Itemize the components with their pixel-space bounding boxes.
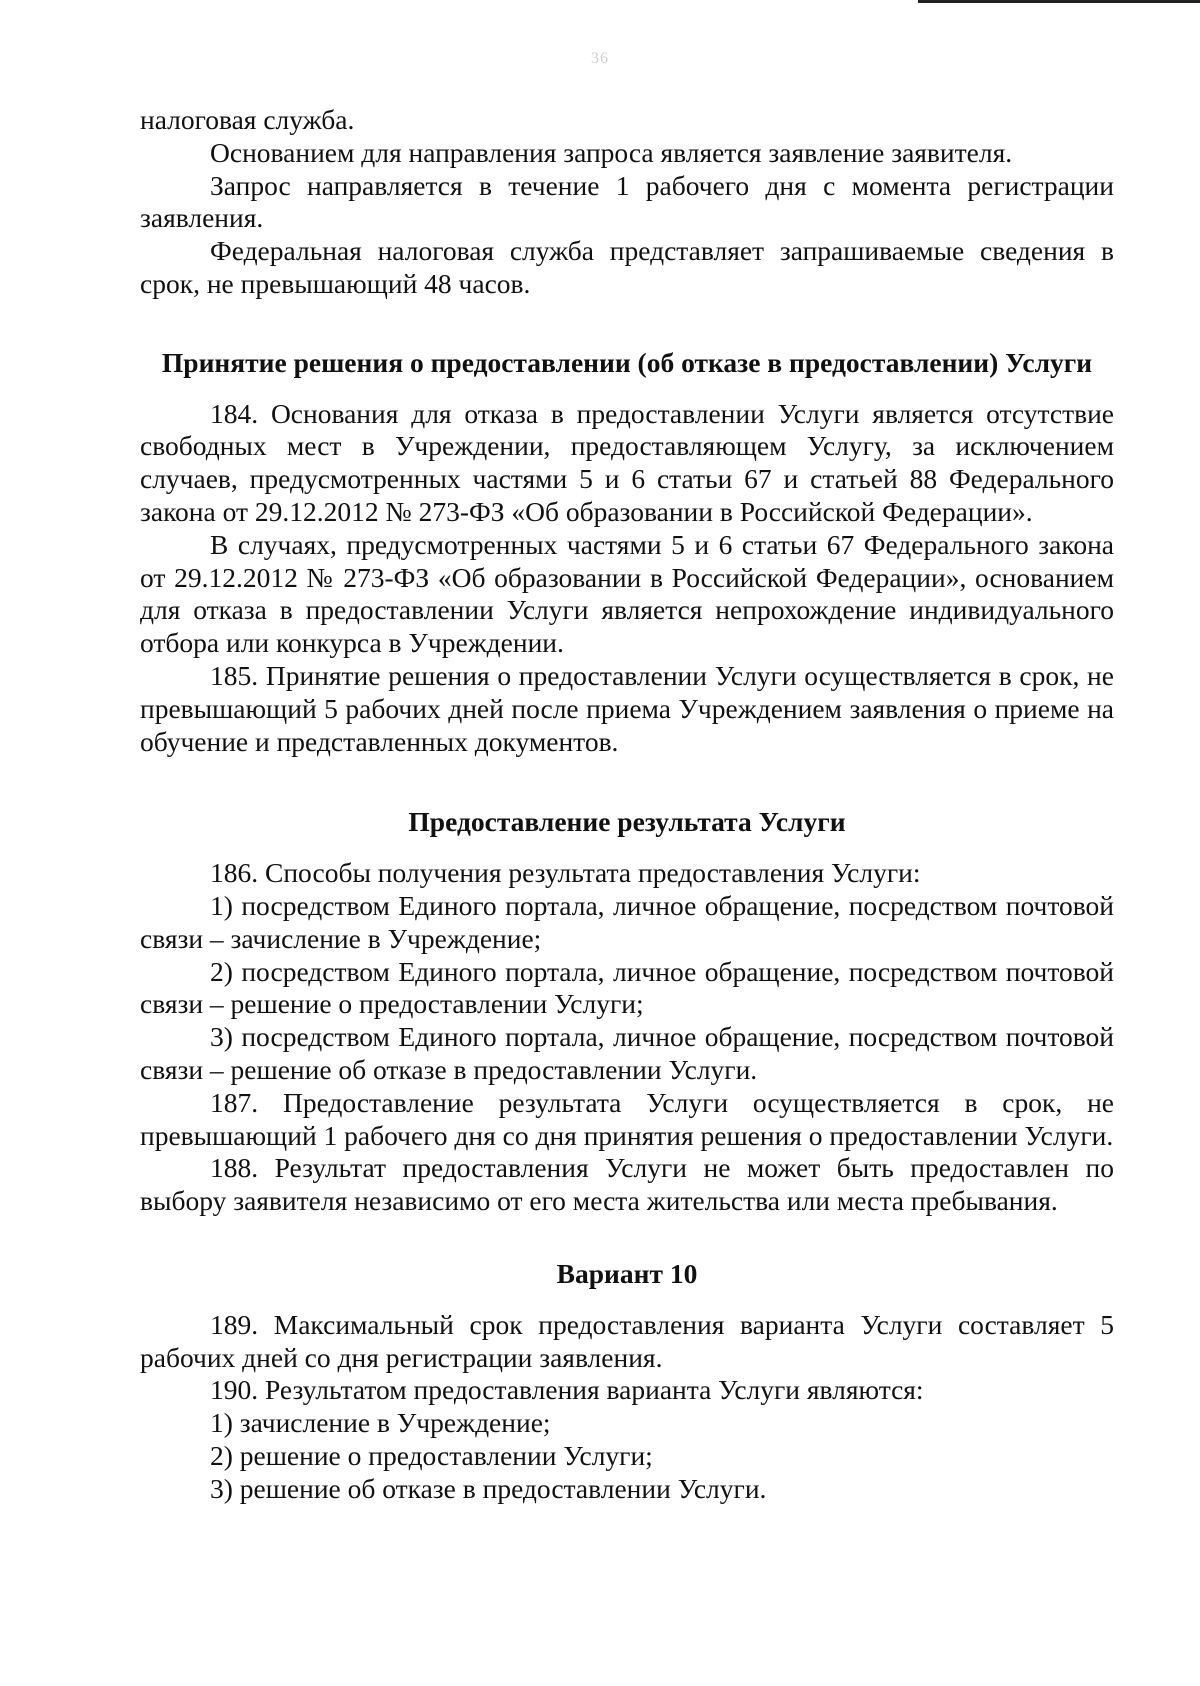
paragraph: 186. Способы получения результата предоставления Услуги: [210,857,921,889]
paragraph: 1) посредством Единого портала, личное обращение, посредством почтовой связи – зачисление в Учреждение; [140,889,1114,954]
paragraph: 188. Результат предоставления Услуги не может быть предоставлен по выбору заявителя независимо от его места жительства или места пребывания. [140,1152,1114,1217]
paragraph: Федеральная налоговая служба представляет запрашиваемые сведения в срок, не превышающий 48 часов. [140,235,1114,299]
page-number: 36 [591,50,609,67]
paragraph: 189. Максимальный срок предоставления варианта Услуги составляет 5 рабочих дней со дня регистрации заявления. [140,1308,1114,1373]
paragraph: налоговая служба. [140,104,355,135]
list-item: 3) решение об отказе в предоставлении Услуги. [210,1472,767,1504]
top-edge-rule [918,0,1200,3]
paragraph: В случаях, предусмотренных частями 5 и 6 статьи 67 Федерального закона от 29.12.2012 № 273-ФЗ «Об образовании в Российской Федерации», основанием для отказа в предоставлении Услуги является непрохождение индивидуального отбора или конкурса в Учреждении. [140,528,1114,659]
paragraph: Запрос направляется в течение 1 рабочего дня с момента регистрации заявления. [140,169,1114,234]
paragraph: 184. Основания для отказа в предоставлении Услуги является отсутствие свободных мест в Учреждении, предоставляющем Услугу, за исключением случаев, предусмотренных частями 5 и 6 статьи 67 и статьей 88 Федерального закона от 29.12.2012 № 273-ФЗ «Об образовании в Российской Федерации». [140,397,1114,527]
paragraph: 187. Предоставление результата Услуги осуществляется в срок, не превышающий 1 рабочего дня со дня принятия решения о предоставлении Услуги. [140,1086,1114,1151]
section-heading: Принятие решения о предоставлении (об отказе в предоставлении) Услуги [161,346,1093,378]
section-heading: Вариант 10 [556,1257,698,1289]
paragraph: 185. Принятие решения о предоставлении Услуги осуществляется в срок, не превышающий 5 рабочих дней после приема Учреждением заявления о приеме на обучение и представленных документов. [140,659,1114,757]
document-body [140,104,1114,1505]
list-item: 1) зачисление в Учреждение; [210,1407,551,1439]
paragraph: 3) посредством Единого портала, личное обращение, посредством почтовой связи – решение об отказе в предоставлении Услуги. [140,1021,1114,1085]
list-item: 2) решение о предоставлении Услуги; [210,1439,653,1471]
paragraph: Основанием для направления запроса является заявление заявителя. [210,136,1013,168]
paragraph: 2) посредством Единого портала, личное обращение, посредством почтовой связи – решение о предоставлении Услуги; [140,955,1114,1020]
section-heading: Предоставление результата Услуги [408,806,846,838]
paragraph: 190. Результатом предоставления варианта Услуги являются: [210,1374,924,1406]
